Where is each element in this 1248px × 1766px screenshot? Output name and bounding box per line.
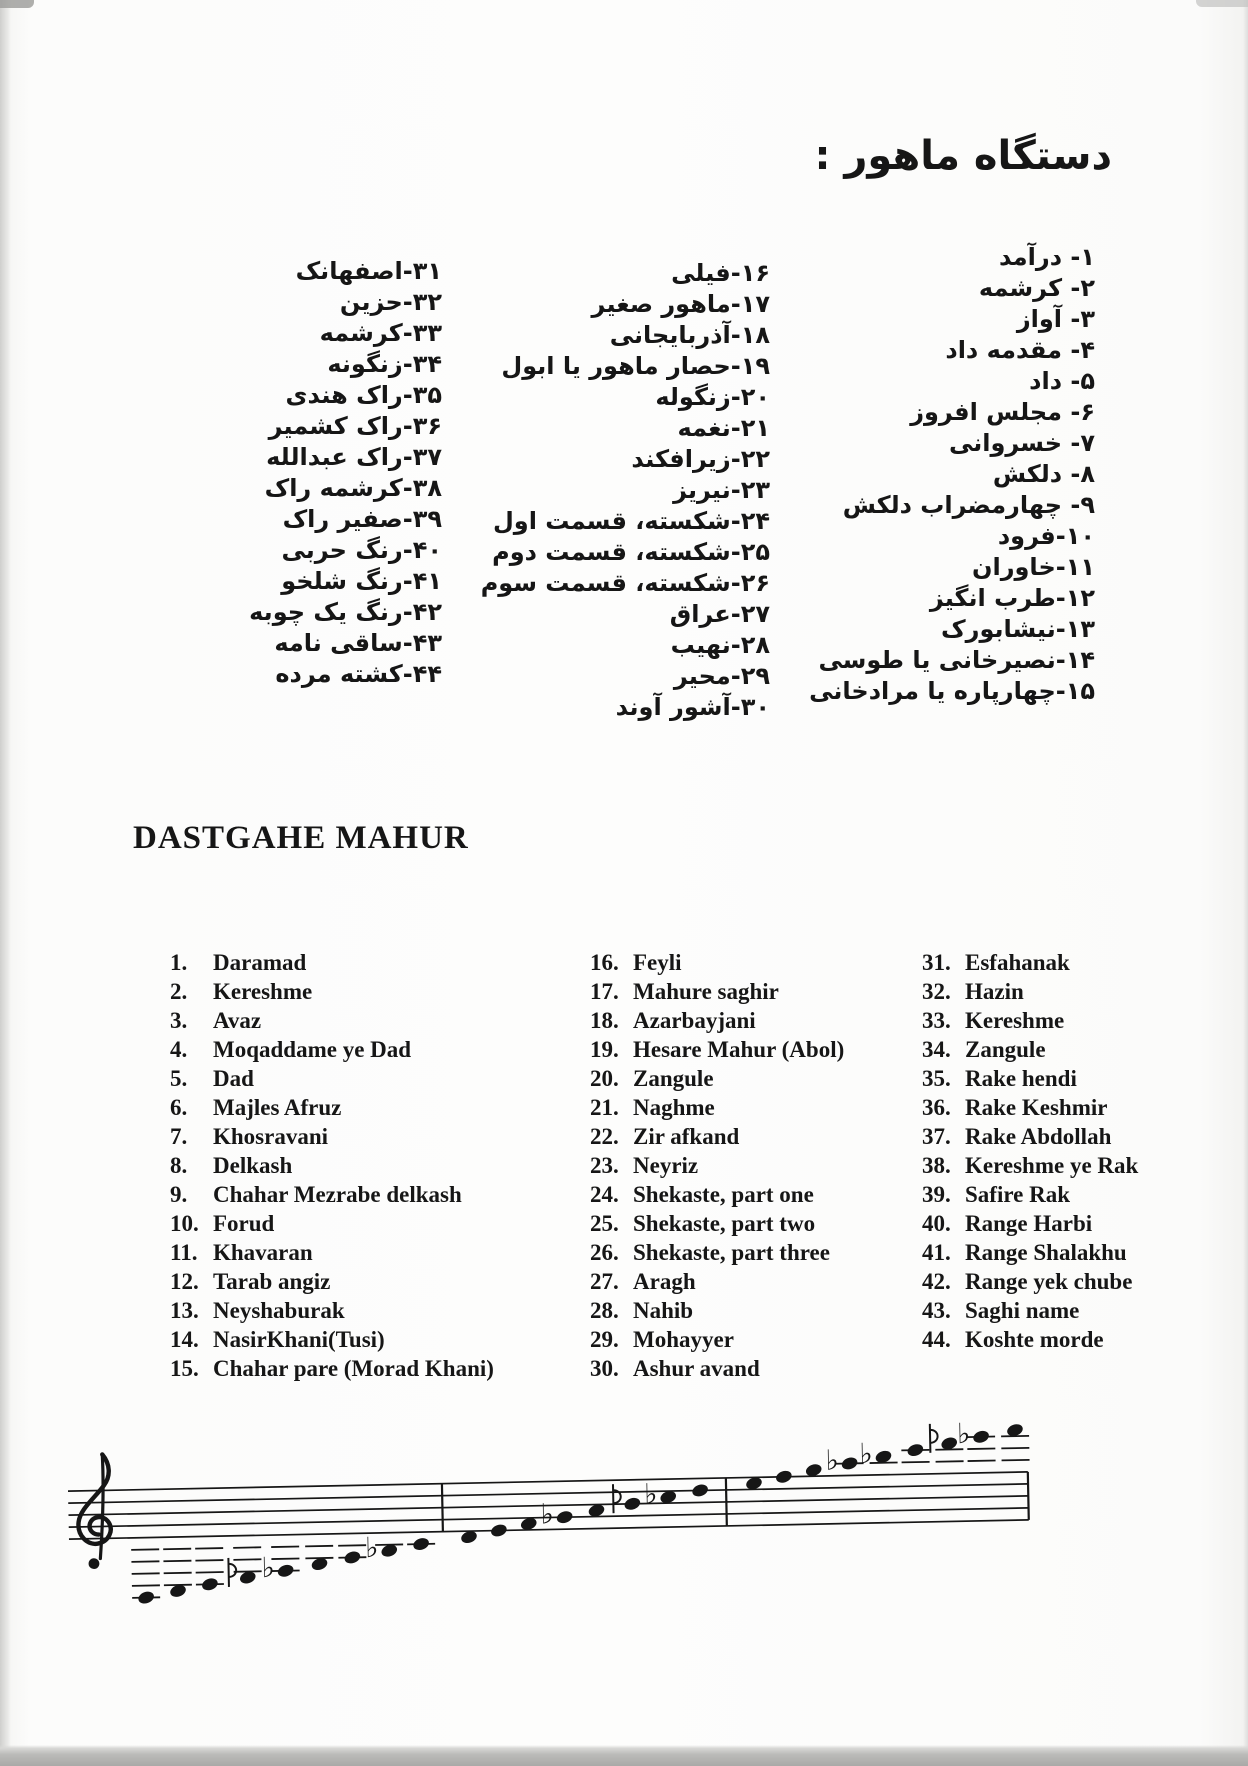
item-label: Naghme bbox=[633, 1095, 715, 1120]
flat-icon: ♭ bbox=[261, 1551, 276, 1585]
english-list-item bbox=[170, 1122, 494, 1151]
persian-list-item: ۱۲-طرب انگیز bbox=[929, 584, 1095, 612]
english-list-item bbox=[170, 1267, 494, 1296]
music-staff-svg bbox=[63, 1401, 1069, 1711]
item-label: Azarbayjani bbox=[633, 1008, 756, 1033]
persian-list-item: ۴۱-رنگ شلخو bbox=[281, 567, 442, 595]
ledger-line bbox=[132, 1585, 160, 1586]
ledger-line bbox=[1001, 1436, 1029, 1437]
item-number: 38. bbox=[922, 1153, 951, 1178]
notehead bbox=[691, 1483, 710, 1499]
item-label: Kereshme bbox=[965, 1008, 1065, 1033]
notehead bbox=[840, 1456, 859, 1472]
item-number: 21. bbox=[590, 1095, 619, 1120]
staff-line bbox=[68, 1472, 1028, 1491]
item-number: 11. bbox=[170, 1240, 198, 1265]
item-number: 33. bbox=[922, 1008, 951, 1033]
persian-list-item: ۲۶-شکسته، قسمت سوم bbox=[480, 569, 770, 597]
item-number: 7. bbox=[170, 1124, 188, 1149]
persian-list-item: ۴۴-کشته مرده bbox=[275, 660, 442, 688]
english-list-item bbox=[922, 1296, 1138, 1325]
item-number: 15. bbox=[170, 1356, 199, 1381]
english-list-item bbox=[590, 1035, 844, 1064]
ledger-line bbox=[131, 1561, 159, 1562]
item-label: Neyshaburak bbox=[213, 1298, 345, 1323]
english-list-item bbox=[590, 1209, 844, 1238]
english-list-item bbox=[590, 1354, 844, 1383]
item-label: Neyriz bbox=[633, 1153, 699, 1178]
persian-list-item: ۷- خسروانی bbox=[948, 429, 1095, 457]
persian-list-item: ۲۲-زیرافکند bbox=[631, 445, 770, 473]
scan-artifact-right-edge bbox=[1243, 0, 1248, 1766]
item-number: 10. bbox=[170, 1211, 199, 1236]
ledger-line bbox=[196, 1572, 224, 1573]
item-label: Khavaran bbox=[213, 1240, 313, 1265]
item-number: 16. bbox=[590, 950, 619, 975]
barline bbox=[726, 1478, 727, 1526]
persian-list-item: ۲۳-نیریز bbox=[673, 476, 770, 504]
notehead bbox=[774, 1469, 793, 1485]
english-list-item bbox=[922, 1238, 1138, 1267]
scan-artifact-top-left bbox=[0, 0, 34, 8]
persian-list-item: ۱- درآمد bbox=[998, 243, 1095, 271]
english-list-item bbox=[170, 977, 494, 1006]
persian-list-item: ۴۳-ساقی نامه bbox=[274, 629, 442, 657]
ledger-line bbox=[233, 1559, 261, 1560]
item-label: Khosravani bbox=[213, 1124, 329, 1149]
music-staff bbox=[63, 1401, 1069, 1711]
scan-artifact-bottom-edge bbox=[0, 1745, 1248, 1766]
english-list-item bbox=[922, 948, 1138, 977]
notehead bbox=[555, 1509, 574, 1525]
item-number: 25. bbox=[590, 1211, 619, 1236]
item-number: 30. bbox=[590, 1356, 619, 1381]
item-number: 41. bbox=[922, 1240, 951, 1265]
english-list-item bbox=[590, 977, 844, 1006]
item-number: 2. bbox=[170, 979, 188, 1004]
english-list-item bbox=[170, 1325, 494, 1354]
english-list-item bbox=[170, 1354, 494, 1383]
item-label: Shekaste, part one bbox=[633, 1182, 814, 1207]
english-list-item bbox=[922, 1325, 1138, 1354]
ledger-line bbox=[967, 1449, 995, 1450]
item-label: Chahar pare (Morad Khani) bbox=[213, 1356, 494, 1381]
persian-list-col-3 bbox=[249, 256, 442, 690]
english-list-item bbox=[590, 1064, 844, 1093]
english-list-item bbox=[170, 1209, 494, 1238]
item-number: 27. bbox=[590, 1269, 619, 1294]
notehead bbox=[623, 1496, 642, 1512]
item-number: 20. bbox=[590, 1066, 619, 1091]
english-list-item bbox=[922, 1093, 1138, 1122]
english-list-item bbox=[590, 1180, 844, 1209]
item-label: Daramad bbox=[213, 950, 307, 975]
english-list-item bbox=[922, 1122, 1138, 1151]
item-label: Shekaste, part three bbox=[633, 1240, 830, 1265]
ledger-line bbox=[870, 1462, 898, 1463]
koron-icon bbox=[613, 1484, 614, 1513]
item-number: 29. bbox=[590, 1327, 619, 1352]
persian-list-item: ۹- چهارمضراب دلکش bbox=[842, 491, 1095, 519]
english-list-item bbox=[922, 1267, 1138, 1296]
ledger-line bbox=[375, 1544, 403, 1545]
item-label: Safire Rak bbox=[965, 1182, 1070, 1207]
persian-list-item: ۱۵-چهارپاره یا مرادخانی bbox=[809, 677, 1095, 705]
item-number: 28. bbox=[590, 1298, 619, 1323]
item-number: 42. bbox=[922, 1269, 951, 1294]
english-list-item bbox=[170, 948, 494, 977]
ledger-line bbox=[132, 1573, 160, 1574]
ledger-line bbox=[271, 1559, 299, 1560]
english-list-col-3 bbox=[922, 948, 1138, 1354]
english-list-item bbox=[590, 1296, 844, 1325]
english-list-item bbox=[590, 1006, 844, 1035]
item-label: Forud bbox=[213, 1211, 275, 1236]
treble-clef-icon bbox=[77, 1454, 111, 1544]
item-label: Moqaddame ye Dad bbox=[213, 1037, 412, 1062]
persian-list-item: ۳۲-حزین bbox=[339, 288, 442, 316]
ledger-line bbox=[338, 1545, 366, 1546]
item-label: Koshte morde bbox=[965, 1327, 1104, 1352]
flat-icon: ♭ bbox=[364, 1530, 379, 1565]
item-label: Shekaste, part two bbox=[633, 1211, 816, 1236]
item-label: Mahure saghir bbox=[633, 979, 779, 1004]
ledger-line bbox=[233, 1547, 261, 1548]
barline bbox=[1028, 1472, 1029, 1520]
persian-list-item: ۴۰-رنگ حربی bbox=[281, 536, 442, 564]
item-number: 43. bbox=[922, 1298, 951, 1323]
item-label: Range yek chube bbox=[965, 1269, 1133, 1294]
flat-icon: ♭ bbox=[859, 1436, 873, 1471]
notehead bbox=[489, 1523, 508, 1539]
english-list-item bbox=[170, 1151, 494, 1180]
item-number: 35. bbox=[922, 1066, 951, 1091]
persian-list-item: ۲۵-شکسته، قسمت دوم bbox=[492, 538, 770, 566]
english-list-item bbox=[922, 1035, 1138, 1064]
english-list-item bbox=[922, 977, 1138, 1006]
item-number: 26. bbox=[590, 1240, 619, 1265]
persian-list-item: ۲۱-نغمه bbox=[677, 414, 770, 442]
item-label: NasirKhani(Tusi) bbox=[213, 1327, 385, 1352]
flat-icon: ♭ bbox=[540, 1497, 555, 1531]
persian-list-item: ۲۹-محیر bbox=[673, 662, 770, 690]
persian-list-item: ۱۰-فرود bbox=[997, 522, 1095, 550]
ledger-line bbox=[195, 1560, 223, 1561]
item-number: 8. bbox=[170, 1153, 188, 1178]
barline bbox=[442, 1484, 443, 1532]
persian-title: دستگاه ماهور : bbox=[814, 133, 1112, 179]
persian-list-col-2 bbox=[481, 258, 770, 723]
item-number: 12. bbox=[170, 1269, 199, 1294]
item-label: Chahar Mezrabe delkash bbox=[213, 1182, 462, 1207]
item-label: Tarab angiz bbox=[213, 1269, 331, 1294]
persian-list-item: ۱۴-نصیرخانی یا طوسی bbox=[818, 646, 1095, 674]
koron-icon bbox=[930, 1424, 931, 1453]
ledger-line bbox=[305, 1546, 333, 1547]
scan-artifact-top-right bbox=[1196, 0, 1248, 7]
item-label: Delkash bbox=[213, 1153, 293, 1178]
persian-list-item: ۳۶-راک کشمیر bbox=[268, 412, 442, 440]
item-number: 18. bbox=[590, 1008, 619, 1033]
item-label: Zangule bbox=[633, 1066, 714, 1091]
koron-icon bbox=[228, 1558, 229, 1587]
item-label: Mohayyer bbox=[633, 1327, 734, 1352]
english-list-col-2 bbox=[590, 948, 844, 1383]
english-list-item bbox=[170, 1035, 494, 1064]
persian-list-item: ۳۹-صفیر راک bbox=[282, 505, 442, 533]
flat-icon: ♭ bbox=[825, 1443, 840, 1477]
item-label: Hesare Mahur (Abol) bbox=[633, 1037, 845, 1062]
item-label: Dad bbox=[213, 1066, 254, 1091]
english-list-item bbox=[590, 1122, 844, 1151]
english-list-item bbox=[170, 1064, 494, 1093]
item-label: Esfahanak bbox=[965, 950, 1070, 975]
english-list-col-1 bbox=[170, 948, 494, 1383]
notehead bbox=[137, 1590, 156, 1606]
persian-list-item: ۶- مجلس افروز bbox=[910, 398, 1095, 426]
item-number: 31. bbox=[922, 950, 951, 975]
flat-icon: ♭ bbox=[956, 1417, 971, 1451]
ledger-line bbox=[164, 1573, 192, 1574]
ledger-line bbox=[163, 1549, 191, 1550]
english-list-item bbox=[922, 1151, 1138, 1180]
persian-list-item: ۳۴-زنگونه bbox=[327, 350, 442, 378]
ledger-line bbox=[902, 1462, 930, 1463]
scan-artifact-left-edge bbox=[0, 0, 11, 1766]
item-label: Range Shalakhu bbox=[965, 1240, 1127, 1265]
persian-list-item: ۳۸-کرشمه راک bbox=[264, 474, 442, 502]
persian-list-item: ۳۱-اصفهانک bbox=[295, 257, 442, 285]
item-label: Kereshme ye Rak bbox=[965, 1153, 1139, 1178]
item-number: 44. bbox=[922, 1327, 951, 1352]
notehead bbox=[343, 1550, 362, 1566]
item-number: 13. bbox=[170, 1298, 199, 1323]
notehead bbox=[972, 1429, 991, 1445]
persian-list-item: ۱۹-حصار ماهور یا ابول bbox=[501, 352, 770, 380]
item-label: Hazin bbox=[965, 979, 1024, 1004]
english-list-item bbox=[170, 1093, 494, 1122]
persian-list-item: ۱۶-فیلی bbox=[671, 259, 770, 287]
ledger-line bbox=[195, 1548, 223, 1549]
ledger-line bbox=[968, 1461, 996, 1462]
persian-list-item: ۱۷-ماهور صغیر bbox=[591, 290, 770, 318]
english-list-item bbox=[170, 1238, 494, 1267]
english-list-item bbox=[170, 1296, 494, 1325]
persian-list-col-1 bbox=[809, 242, 1095, 707]
item-label: Zangule bbox=[965, 1037, 1046, 1062]
english-list-item bbox=[590, 1093, 844, 1122]
ledger-line bbox=[936, 1461, 964, 1462]
item-label: Saghi name bbox=[965, 1298, 1080, 1323]
ledger-line bbox=[163, 1561, 191, 1562]
english-list-item bbox=[590, 1325, 844, 1354]
treble-clef-icon bbox=[88, 1558, 99, 1569]
english-heading: DASTGAHE MAHUR bbox=[133, 820, 469, 856]
persian-list-item: ۲۰-زنگوله bbox=[655, 383, 770, 411]
persian-list-item: ۲۴-شکسته، قسمت اول bbox=[492, 507, 770, 535]
persian-list-item: ۳۵-راک هندی bbox=[285, 381, 442, 409]
item-label: Ashur avand bbox=[633, 1356, 760, 1381]
item-number: 6. bbox=[170, 1095, 188, 1120]
item-number: 4. bbox=[170, 1037, 188, 1062]
english-list-item bbox=[170, 1006, 494, 1035]
notehead bbox=[201, 1576, 220, 1592]
notehead bbox=[906, 1442, 925, 1458]
english-list-item bbox=[590, 1238, 844, 1267]
english-list-item bbox=[922, 1180, 1138, 1209]
item-label: Majles Afruz bbox=[213, 1095, 342, 1120]
notehead bbox=[412, 1536, 431, 1552]
persian-list-item: ۲۷-عراق bbox=[669, 600, 770, 628]
english-list-item bbox=[922, 1209, 1138, 1238]
english-list-item bbox=[590, 1267, 844, 1296]
persian-list-item: ۱۸-آذربایجانی bbox=[609, 321, 770, 349]
item-label: Feyli bbox=[633, 950, 682, 975]
item-number: 14. bbox=[170, 1327, 199, 1352]
item-label: Rake hendi bbox=[965, 1066, 1077, 1091]
item-number: 36. bbox=[922, 1095, 951, 1120]
item-number: 24. bbox=[590, 1182, 619, 1207]
item-label: Avaz bbox=[213, 1008, 262, 1033]
english-list-item bbox=[922, 1064, 1138, 1093]
item-number: 9. bbox=[170, 1182, 188, 1207]
ledger-line bbox=[1001, 1448, 1029, 1449]
ledger-line bbox=[131, 1549, 159, 1550]
ledger-line bbox=[234, 1571, 262, 1572]
item-label: Aragh bbox=[633, 1269, 696, 1294]
persian-list-item: ۴۲-رنگ یک چوبه bbox=[249, 598, 442, 626]
ledger-line bbox=[164, 1585, 192, 1586]
item-label: Range Harbi bbox=[965, 1211, 1093, 1236]
item-number: 32. bbox=[922, 979, 951, 1004]
flat-icon: ♭ bbox=[643, 1477, 658, 1511]
persian-list-item: ۳۷-راک عبدالله bbox=[266, 443, 442, 471]
persian-list-item: ۳۳-کرشمه bbox=[319, 319, 442, 347]
notehead bbox=[276, 1563, 295, 1579]
english-list-item bbox=[170, 1180, 494, 1209]
ledger-line bbox=[271, 1547, 299, 1548]
persian-list-item: ۲۸-نهیب bbox=[670, 631, 770, 659]
item-label: Zir afkand bbox=[633, 1124, 740, 1149]
english-list-item bbox=[590, 948, 844, 977]
persian-list-item: ۵- داد bbox=[1029, 367, 1095, 395]
english-list-item bbox=[590, 1151, 844, 1180]
english-list-item bbox=[922, 1006, 1138, 1035]
item-number: 22. bbox=[590, 1124, 619, 1149]
item-number: 3. bbox=[170, 1008, 188, 1033]
persian-list-item: ۸- دلکش bbox=[992, 460, 1095, 488]
persian-list-item: ۳۰-آشور آوند bbox=[615, 693, 770, 721]
item-number: 1. bbox=[170, 950, 188, 975]
item-label: Kereshme bbox=[213, 979, 313, 1004]
item-number: 37. bbox=[922, 1124, 951, 1149]
item-number: 34. bbox=[922, 1037, 951, 1062]
item-number: 17. bbox=[590, 979, 619, 1004]
item-number: 40. bbox=[922, 1211, 951, 1236]
persian-list-item: ۴- مقدمه داد bbox=[945, 336, 1095, 364]
persian-list-item: ۲- کرشمه bbox=[978, 274, 1095, 302]
item-label: Rake Keshmir bbox=[965, 1095, 1108, 1120]
persian-list-item: ۱۱-خاوران bbox=[971, 553, 1095, 581]
ledger-line bbox=[1002, 1460, 1030, 1461]
persian-list-item: ۱۳-نیشابورک bbox=[941, 615, 1095, 643]
item-number: 19. bbox=[590, 1037, 619, 1062]
item-number: 39. bbox=[922, 1182, 951, 1207]
item-label: Rake Abdollah bbox=[965, 1124, 1112, 1149]
ledger-line bbox=[305, 1558, 333, 1559]
persian-list-item: ۳- آواز bbox=[1016, 305, 1095, 333]
item-number: 23. bbox=[590, 1153, 619, 1178]
item-label: Nahib bbox=[633, 1298, 694, 1323]
item-number: 5. bbox=[170, 1066, 188, 1091]
